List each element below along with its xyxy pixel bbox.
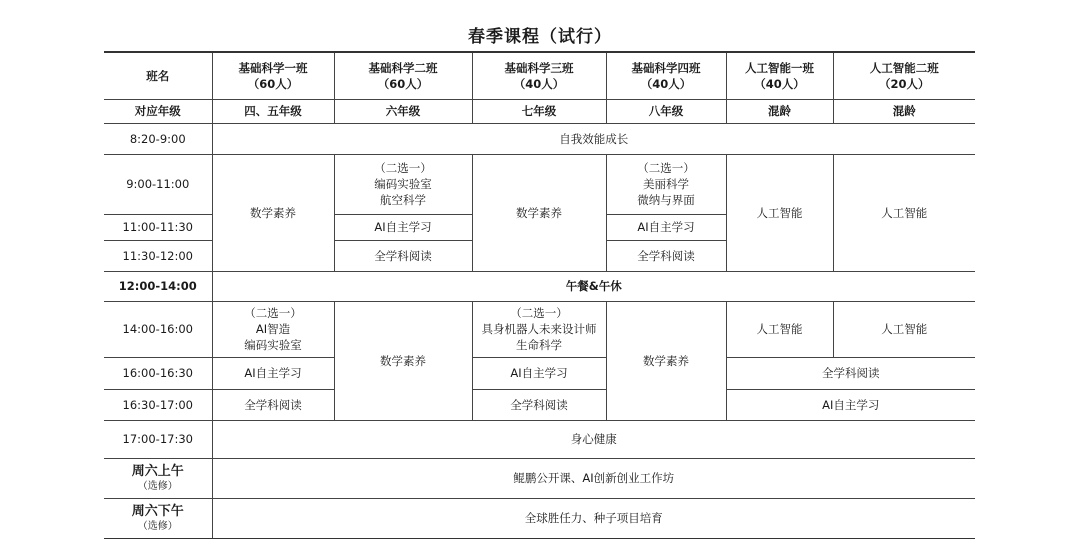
time-cell: 16:30-17:00 — [104, 389, 212, 420]
choice-note: （二选一） — [244, 306, 302, 320]
course-option: 编码实验室 — [374, 177, 432, 191]
choice-note: （二选一） — [637, 161, 695, 175]
grade-cell: 混龄 — [833, 99, 975, 123]
class-header — [606, 52, 726, 99]
course-cell — [212, 301, 334, 357]
course-cell: 全学科阅读 — [606, 240, 726, 271]
grade-cell: 四、五年级 — [212, 99, 334, 123]
table-row — [104, 458, 975, 498]
table-row — [104, 154, 975, 214]
course-cell: 全学科阅读 — [726, 357, 975, 389]
table-row — [104, 301, 975, 357]
course-cell: 数学素养 — [334, 301, 472, 420]
table-row — [104, 271, 975, 301]
course-cell: 数学素养 — [212, 154, 334, 271]
class-name: 人工智能二班 — [869, 60, 939, 75]
day-label: 周六下午 — [131, 504, 184, 519]
day-label: 周六上午 — [131, 464, 184, 479]
class-label: 班名 — [104, 52, 212, 99]
header-row-grades — [104, 99, 975, 123]
table-row — [104, 389, 975, 420]
class-name: 基础科学三班 — [504, 60, 574, 75]
course-option: 具身机器人未来设计师 — [481, 322, 597, 336]
course-cell: AI自主学习 — [334, 214, 472, 240]
course-cell: 身心健康 — [212, 420, 975, 458]
course-cell: 数学素养 — [606, 301, 726, 420]
class-header — [833, 52, 975, 99]
table-row — [104, 123, 975, 154]
course-cell: 数学素养 — [472, 154, 606, 271]
class-header — [726, 52, 833, 99]
course-cell: 人工智能 — [726, 301, 833, 357]
course-cell: AI自主学习 — [472, 357, 606, 389]
class-header — [212, 52, 334, 99]
course-cell: 全学科阅读 — [212, 389, 334, 420]
class-size: （40人） — [513, 76, 565, 91]
time-cell — [104, 498, 212, 538]
grade-label: 对应年级 — [104, 99, 212, 123]
course-cell: 人工智能 — [833, 154, 975, 271]
choice-note: （二选一） — [510, 306, 568, 320]
time-cell: 11:00-11:30 — [104, 214, 212, 240]
class-name: 基础科学一班 — [238, 60, 308, 75]
grade-cell: 六年级 — [334, 99, 472, 123]
course-option: AI智造 — [255, 322, 291, 336]
class-size: （60人） — [247, 76, 299, 91]
time-cell: 8:20-9:00 — [104, 123, 212, 154]
course-cell: 鲲鹏公开课、AI创新创业工作坊 — [212, 458, 975, 498]
course-cell — [606, 154, 726, 214]
course-cell: 人工智能 — [726, 154, 833, 271]
class-size: （20人） — [878, 76, 930, 91]
elective-note: （选修） — [137, 481, 178, 492]
time-cell: 14:00-16:00 — [104, 301, 212, 357]
course-cell: 人工智能 — [833, 301, 975, 357]
lunch-cell: 午餐&午休 — [212, 271, 975, 301]
schedule-table — [104, 51, 975, 539]
choice-note: （二选一） — [374, 161, 432, 175]
course-option: 生命科学 — [516, 338, 562, 352]
page-title: 春季课程（试行） — [468, 27, 612, 47]
table-row — [104, 498, 975, 538]
course-option: 航空科学 — [380, 193, 426, 207]
course-option: 编码实验室 — [244, 338, 302, 352]
class-size: （60人） — [377, 76, 429, 91]
time-cell: 11:30-12:00 — [104, 240, 212, 271]
elective-note: （选修） — [137, 521, 178, 532]
course-cell: AI自主学习 — [212, 357, 334, 389]
class-header — [334, 52, 472, 99]
course-cell: AI自主学习 — [606, 214, 726, 240]
course-cell — [472, 301, 606, 357]
grade-cell: 七年级 — [472, 99, 606, 123]
class-size: （40人） — [640, 76, 692, 91]
class-size: （40人） — [754, 76, 805, 91]
class-name: 基础科学二班 — [368, 60, 438, 75]
grade-cell: 八年级 — [606, 99, 726, 123]
time-cell: 12:00-14:00 — [104, 271, 212, 301]
course-option: 微纳与界面 — [637, 193, 695, 207]
header-row-classes — [104, 52, 975, 99]
course-cell: 全学科阅读 — [472, 389, 606, 420]
class-header — [472, 52, 606, 99]
class-name: 人工智能一班 — [745, 60, 814, 75]
course-cell — [334, 154, 472, 214]
time-cell: 16:00-16:30 — [104, 357, 212, 389]
table-row — [104, 420, 975, 458]
time-cell: 9:00-11:00 — [104, 154, 212, 214]
course-cell: 全学科阅读 — [334, 240, 472, 271]
time-cell: 17:00-17:30 — [104, 420, 212, 458]
grade-cell: 混龄 — [726, 99, 833, 123]
course-cell: AI自主学习 — [726, 389, 975, 420]
time-cell — [104, 458, 212, 498]
table-row — [104, 357, 975, 389]
course-cell: 全球胜任力、种子项目培育 — [212, 498, 975, 538]
course-option: 美丽科学 — [643, 177, 689, 191]
class-name: 基础科学四班 — [631, 60, 701, 75]
course-cell: 自我效能成长 — [212, 123, 975, 154]
